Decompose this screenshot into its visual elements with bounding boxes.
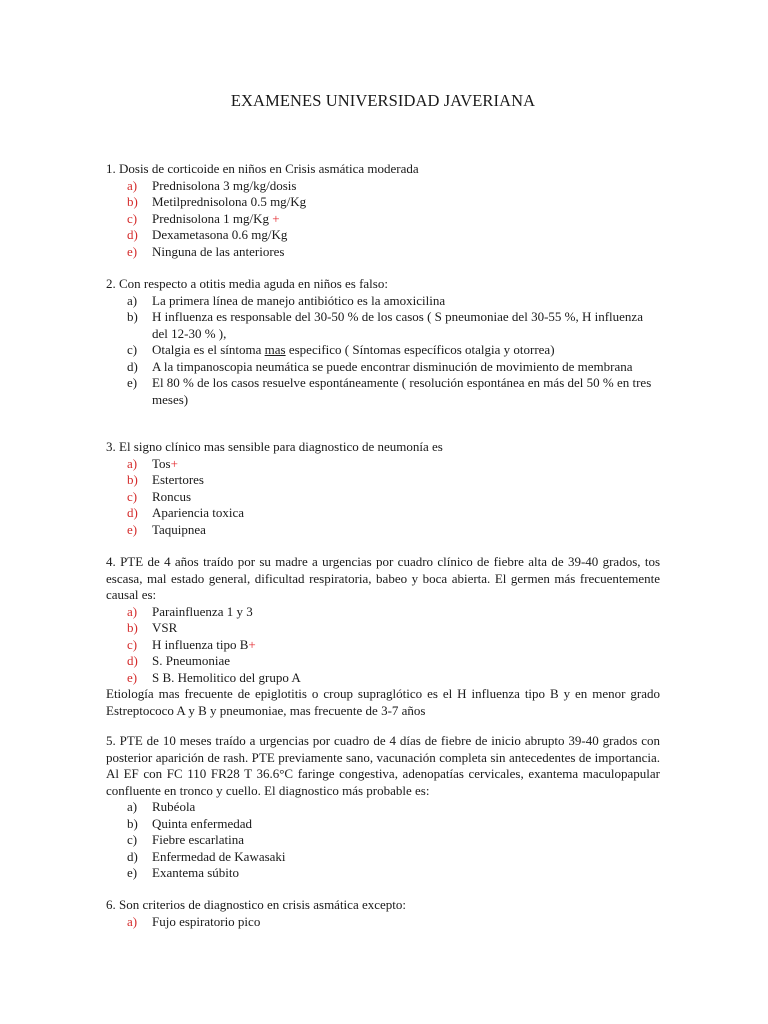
option-b [106,309,660,342]
question-1 [106,161,660,260]
answer-note: Etiología mas frecuente de epiglotitis o croup supraglótico es el H influenza tipo B y en menor grado Estreptococo A y B y pneumoniae, mas frecuente de 3-7 años [106,686,660,718]
option-c [106,211,660,228]
option-letter: e) [127,865,138,880]
option-text: Fiebre escarlatina [152,832,245,847]
option-c [106,489,660,506]
option-letter: b) [127,194,138,209]
question-4 [106,554,660,719]
option-text: Otalgia es el síntoma [152,342,265,357]
option-text: H influenza tipo B [152,636,249,652]
option-letter: b) [127,620,138,635]
option-text: Enfermedad de Kawasaki [152,848,286,864]
option-text: Taquipnea [152,521,206,537]
correct-answer-mark: + [170,455,178,471]
option-text-rest: especifico ( Síntomas específicos otalgia y otorrea) [285,342,555,357]
question-2 [106,276,660,408]
option-letter: d) [127,227,138,242]
option-letter: c) [127,210,138,226]
question-stem: 5. PTE de 10 meses traído a urgencias por cuadro de 4 días de fiebre de inicio abrupto 39-40 grados con posterior aparición de rash. PTE previamente sano, vacunación completa sin antecedentes de importancia. Al EF con FC 110 FR28 T 36.6°C faringe congestiva, adenopatías cervicales, exantema maculopapular confluente en tronco y cuello. El diagnostico más probable es: [106,733,660,798]
option-e [106,522,660,539]
option-text: Tos [152,455,171,471]
option-letter: a) [127,292,138,308]
option-text: Rubéola [152,799,196,814]
option-e [106,244,660,261]
option-text: H influenza es responsable del 30-50 % de los casos ( S pneumoniae del 30-55 %, H influenza del 12-30 % ), [152,309,643,341]
option-a [106,293,660,310]
option-list [106,178,660,261]
option-text: VSR [152,620,178,635]
option-text: Fujo espiratorio pico [152,913,261,929]
underlined-word: mas [264,342,286,357]
question-3 [106,439,660,538]
option-text: Metilprednisolona 0.5 mg/Kg [152,194,307,209]
option-b [106,194,660,211]
option-text: Roncus [152,488,191,504]
option-text: S. Pneumoniae [152,653,230,668]
option-list [106,604,660,687]
option-letter: c) [127,636,138,652]
option-e [106,670,660,687]
option-d [106,849,660,866]
option-letter: d) [127,653,138,668]
option-letter: d) [127,505,138,520]
option-a [106,178,660,195]
option-letter: e) [127,375,138,390]
option-text: Quinta enfermedad [152,815,252,831]
option-letter: e) [127,669,138,685]
option-list [106,456,660,539]
option-letter: a) [127,177,138,193]
option-list [106,293,660,409]
option-c [106,342,660,359]
option-text: Apariencia toxica [152,505,245,520]
option-letter: b) [127,815,138,831]
correct-answer-mark: + [248,636,256,652]
option-a [106,799,660,816]
option-text: La primera línea de manejo antibiótico es la amoxicilina [152,292,446,308]
option-text: Estertores [152,472,204,487]
option-letter: a) [127,799,138,814]
option-text: Prednisolona 1 mg/Kg [152,210,273,226]
option-letter: d) [127,848,138,864]
option-letter: e) [127,521,138,537]
option-e [106,865,660,882]
question-stem: 1. Dosis de corticoide en niños en Crisis asmática moderada [106,161,419,176]
option-text: El 80 % de los casos resuelve espontáneamente ( resolución espontánea en más del 50 % en tres meses) [152,375,652,407]
option-a [106,456,660,473]
option-letter: b) [127,472,138,487]
option-c [106,832,660,849]
option-a [106,604,660,621]
option-letter: c) [127,342,138,357]
option-text: S B. Hemolitico del grupo A [152,669,301,685]
correct-answer-mark: + [272,210,280,226]
option-text: A la timpanoscopia neumática se puede encontrar disminución de movimiento de membrana [152,358,633,374]
option-e [106,375,660,408]
option-d [106,359,660,376]
option-b [106,816,660,833]
option-text: Ninguna de las anteriores [152,243,285,259]
option-a [106,914,660,931]
option-list [106,799,660,882]
question-stem: 6. Son criterios de diagnostico en crisis asmática excepto: [106,897,406,912]
option-letter: b) [127,309,138,324]
option-letter: a) [127,455,138,471]
question-6 [106,897,660,930]
page-title: EXAMENES UNIVERSIDAD JAVERIANA [230,91,536,110]
option-text: Dexametasona 0.6 mg/Kg [152,227,288,242]
option-c [106,637,660,654]
option-d [106,653,660,670]
option-letter: e) [127,243,138,259]
option-letter: c) [127,488,138,504]
option-b [106,620,660,637]
option-letter: c) [127,832,138,847]
question-stem: 3. El signo clínico mas sensible para diagnostico de neumonía es [106,439,443,454]
option-d [106,505,660,522]
option-letter: a) [127,603,138,619]
option-text: Prednisolona 3 mg/kg/dosis [152,177,297,193]
option-letter: a) [127,913,138,929]
option-list [106,914,660,931]
option-text: Exantema súbito [152,865,240,880]
option-d [106,227,660,244]
question-stem: 4. PTE de 4 años traído por su madre a urgencias por cuadro clínico de fiebre alta de 39-40 grados, tos escasa, mal estado general, dificultad respiratoria, babeo y boca abierta. El germen más frecuentemente causal es: [106,554,660,602]
question-stem: 2. Con respecto a otitis media aguda en niños es falso: [106,276,388,291]
option-b [106,472,660,489]
option-text: Parainfluenza 1 y 3 [152,603,253,619]
option-letter: d) [127,358,138,374]
question-5 [106,733,660,882]
